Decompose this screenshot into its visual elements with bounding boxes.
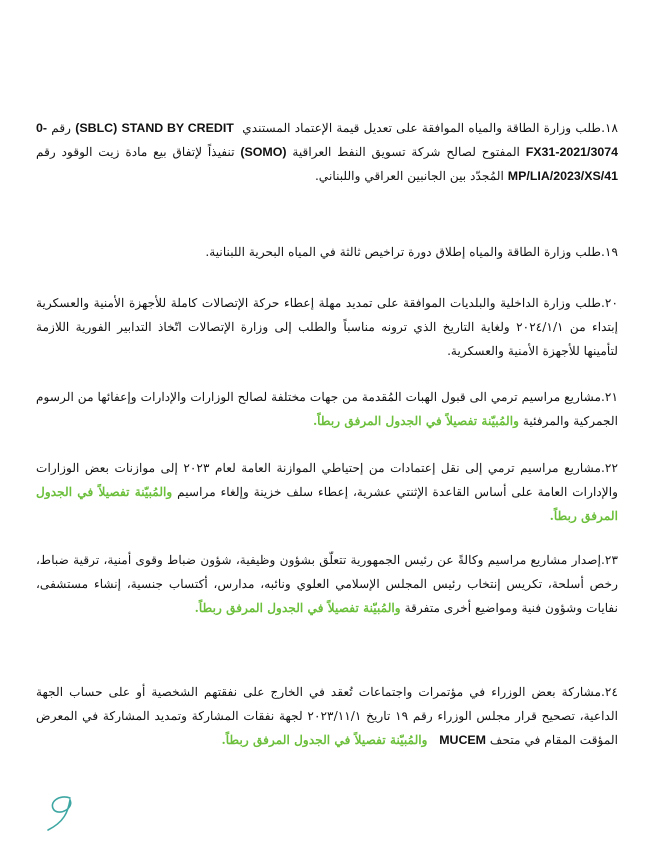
latin-term: MP/LIA/2023/XS/41 <box>507 169 618 183</box>
item-text: مشاركة بعض الوزراء في مؤتمرات واجتماعات تُعقد في الخارج على نفقتهم الشخصية أو على حساب الجهة الداعية، تصحيح قرار مجلس الوزراء رقم ١٩ تاريخ ٢٠٢٣/١١/١ لجهة نفقات المشاركة وتمديد المشاركة في المعرض المؤقت المقام في متحف <box>36 685 618 747</box>
handwritten-signature <box>30 792 86 834</box>
item-number: ٢٠. <box>601 296 618 310</box>
item-text: طلب وزارة الداخلية والبلديات الموافقة على تمديد مهلة إعطاء حركة الإتصالات كاملة للأجهزة الأمنية والعسكرية إبتداء من ٢٠٢٤/١/١ ولغاية التاريخ الذي ترونه مناسباً والطلب إلى وزارة الإتصالات اتّخاذ التدابير الفورية اللازمة لتأمينها للأجهزة الأمنية والعسكرية. <box>36 296 618 358</box>
item-text: رقم <box>51 121 72 135</box>
highlighted-text: والمُبيّنة تفصيلاً في الجدول المرفق ربطاً. <box>221 733 428 747</box>
item-number: ٢٤. <box>601 685 618 699</box>
item-number: ٢١. <box>601 390 618 404</box>
latin-term: MUCEM <box>439 733 487 747</box>
item-number: ١٩. <box>601 245 618 259</box>
item-text: طلب وزارة الطاقة والمياه إطلاق دورة تراخيص ثالثة في المياه البحرية اللبنانية. <box>205 245 602 259</box>
agenda-item-24 <box>36 680 618 752</box>
item-text: المُجدّد بين الجانبين العراقي واللبناني. <box>314 169 504 183</box>
item-text: إصدار مشاريع مراسيم وكالةً عن رئيس الجمهورية تتعلّق بشؤون وظيفية، شؤون ضباط وقوى أمنية، ترقية ضباط، رخص أسلحة، تكريس إنتخاب رئيس المجلس الإسلامي العلوي ونائبه، مدارس، أكتساب جنسية، إنشاء مستشفى، نفايات وشؤون فنية ومواضيع أخرى متفرقة <box>36 553 618 615</box>
latin-term: (SOMO) <box>240 145 287 159</box>
item-text: تنفيذاً لإتفاق بيع مادة زيت الوقود رقم <box>36 145 235 159</box>
item-number: ١٨. <box>601 121 619 135</box>
latin-term: 0-FX31-2021/3074 <box>36 121 619 159</box>
highlighted-text: والمُبيّنة تفصيلاً في الجدول المرفق ربطاً. <box>194 601 401 615</box>
item-text: مشاريع مراسيم ترمي الى قبول الهبات المُقدمة من جهات مختلفة لصالح الوزارات والإدارات وإعفائها من الرسوم الجمركية والمرفئية <box>36 390 618 428</box>
agenda-item-20 <box>36 291 618 363</box>
item-number: ٢٢. <box>601 461 619 475</box>
highlighted-text: والمُبيّنة تفصيلاً في الجدول المرفق ربطاً. <box>312 414 520 428</box>
agenda-item-23 <box>36 548 618 620</box>
latin-term: STAND BY CREDIT <box>121 121 234 135</box>
agenda-item-22 <box>36 456 618 528</box>
item-text: طلب وزارة الطاقة والمياه الموافقة على تعديل قيمة الإعتماد المستندي <box>242 121 602 135</box>
highlighted-text: والمُبيّنة تفصيلاً في الجدول المرفق ربطاً. <box>36 485 618 523</box>
agenda-item-21 <box>36 385 618 433</box>
item-number: ٢٣. <box>601 553 618 567</box>
agenda-item-18 <box>36 116 618 188</box>
item-text: المفتوح لصالح شركة تسويق النفط العراقية <box>292 145 520 159</box>
item-text: مشاريع مراسيم ترمي إلى نقل إعتمادات من إحتياطي الموازنة العامة لعام ٢٠٢٣ إلى موازنات بعض الوزارات والإدارات العامة على أساس القاعدة الإثنتي عشرية، إعطاء سلف خزينة وإلغاء مراسيم <box>36 461 618 499</box>
latin-term: (SBLC) <box>75 121 118 135</box>
agenda-item-19 <box>36 240 618 264</box>
